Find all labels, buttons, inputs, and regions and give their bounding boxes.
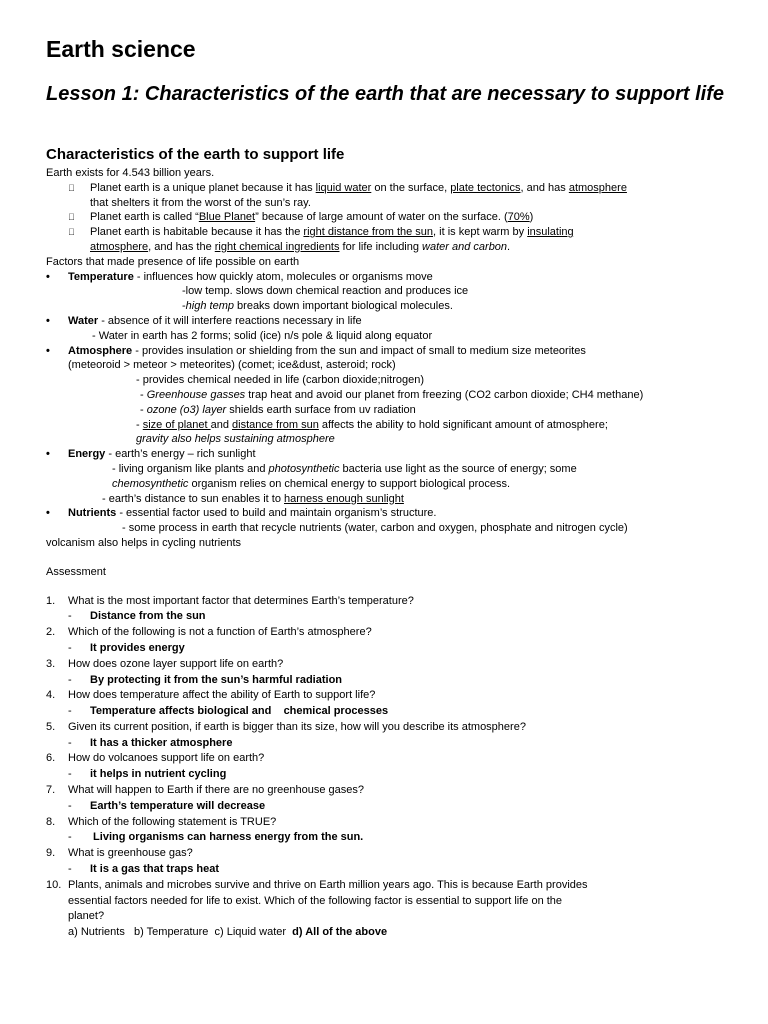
question-item-10: 10. Plants, animals and microbes survive and thrive on Earth million years ago. This is because Earth provides essential factors needed for life to exist. Which of the following factor is essential to support life on the planet? a) Nutrients b) Temperature c) Liquid water d) All of the above <box>46 878 588 939</box>
question-item: 9. What is greenhouse gas? - It is a gas that traps heat <box>46 847 219 876</box>
answer-text: Distance from the sun <box>90 610 206 623</box>
assessment-heading: Assessment <box>46 565 106 578</box>
answer-text: d) All of the above <box>292 926 388 939</box>
factor-water: • Water - absence of it will interfere reactions necessary in life - Water in earth has 2 forms; solid (ice) n/s pole & liquid along equator <box>46 314 433 342</box>
lesson-heading: Lesson 1: Characteristics of the earth that are necessary to support life <box>46 83 724 105</box>
bullet-icon: • <box>46 270 50 283</box>
lesson-body <box>46 166 736 941</box>
question-item: 6. How do volcanoes support life on earth? - it helps in nutrient cycling <box>46 752 265 781</box>
square-bullet-item-2: Planet earth is called “Blue Planet” because of large amount of water on the surface. (70%) <box>46 210 736 225</box>
assessment-questions <box>46 594 736 942</box>
question-item: 1. What is the most important factor that determines Earth’s temperature? - Distance from the sun <box>46 594 414 623</box>
square-bullet-item-3: Planet earth is habitable because it has the right distance from the sun, it is kept warm by insulating atmosphere, and has the right chemical ingredients for life including water and carbon. <box>46 225 736 255</box>
answer-text: it helps in nutrient cycling <box>90 768 227 781</box>
question-item: 8. Which of the following statement is TRUE? - Living organisms can harness energy from the sun. <box>46 815 364 844</box>
square-bullet-icon <box>68 181 75 196</box>
answer-text: Living organisms can harness energy from the sun. <box>90 831 364 844</box>
bullet-icon: • <box>46 344 50 357</box>
question-item: 3. How does ozone layer support life on earth? - By protecting it from the sun’s harmful radiation <box>46 657 343 686</box>
question-item: 4. How does temperature affect the ability of Earth to support life? - Temperature affects biological and chemical processes <box>46 689 389 718</box>
nutrients-volcanism-line: volcanism also helps in cycling nutrients <box>46 536 242 549</box>
answer-text: It is a gas that traps heat <box>90 863 219 876</box>
bullet-icon: • <box>46 314 50 327</box>
question-item: 7. What will happen to Earth if there are no greenhouse gases? - Earth’s temperature will decrease <box>46 784 364 812</box>
answer-text: Earth’s temperature will decrease <box>90 799 266 812</box>
factor-energy: • Energy - earth’s energy – rich sunlight - living organism like plants and photosynthetic bacteria use light as the source of energy; some chemosynthetic organism relies on chemical energy to support biological process. - earth’s distance to sun enables it to harness enough sunlight <box>46 448 577 505</box>
options-text: a) Nutrients b) Temperature c) Liquid water <box>68 926 293 939</box>
square-bullet-item-1: Planet earth is a unique planet because it has liquid water on the surface, plate tectonics, and has atmosphere that shelters it from the worst of the sun’s ray. <box>46 181 736 211</box>
square-bullet-icon <box>68 210 75 225</box>
factors-intro: Factors that made presence of life possible on earth <box>46 255 300 268</box>
factor-temperature: • Temperature - influences how quickly atom, molecules or organisms move -low temp. slows down chemical reaction and produces ice -high temp breaks down important biological molecules. <box>46 270 469 313</box>
factor-atmosphere: • Atmosphere - provides insulation or shielding from the sun and impact of small to medium size meteorites (meteoroid > meteor > meteorites) (comet; ice&dust, asteroid; rock) - provides chemical needed in life (carbon dioxide;nitrogen) - Greenhouse gasses trap heat and avoid our planet from freezing (CO2 carbon dioxide; CH4 methane) - ozone (o3) layer shields earth surface from uv radiation - size of planet and distance from sun affects the ability to hold significant amount of atmosphere; gravity also helps sustaining atmosphere <box>46 344 644 446</box>
answer-text: By protecting it from the sun’s harmful radiation <box>90 673 343 686</box>
section-heading: Characteristics of the earth to support life <box>46 146 345 163</box>
intro-line: Earth exists for 4.543 billion years. <box>46 167 215 179</box>
answer-text: It provides energy <box>90 641 185 654</box>
question-item: 2. Which of the following is not a function of Earth’s atmosphere? - It provides energy <box>46 626 372 654</box>
bullet-icon: • <box>46 448 50 461</box>
page-title: Earth science <box>46 36 196 62</box>
bullet-icon: • <box>46 507 50 520</box>
question-item: 5. Given its current position, if earth is bigger than its size, how will you describe its atmosphere? - It has a thicker atmosphere <box>46 720 526 749</box>
square-bullet-icon <box>68 225 75 240</box>
answer-text: It has a thicker atmosphere <box>90 736 233 749</box>
answer-text: Temperature affects biological and chemical processes <box>90 705 389 718</box>
factor-nutrients: • Nutrients - essential factor used to build and maintain organism’s structure. - some process in earth that recycle nutrients (water, carbon and oxygen, phosphate and nitrogen cycle) <box>46 507 628 535</box>
